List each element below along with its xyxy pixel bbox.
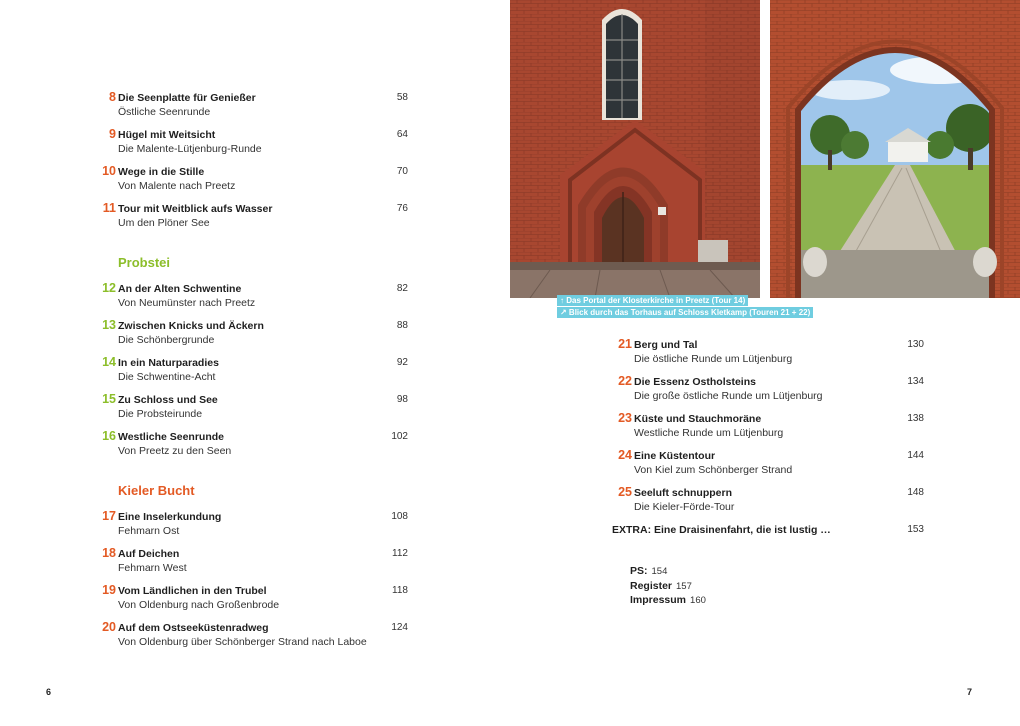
toc-extra-entry[interactable]	[610, 522, 930, 562]
toc-entry-title: Vom Ländlichen in den Trubel	[118, 585, 267, 597]
toc-entry-page: 102	[391, 431, 408, 442]
toc-entry-subtitle: Von Oldenburg nach Großenbrode	[118, 599, 280, 611]
toc-entry-page: 92	[396, 357, 408, 368]
toc-entry-title: In ein Naturparadies	[118, 357, 219, 369]
toc-entry[interactable]	[610, 374, 930, 411]
toc-entry-page: 138	[907, 413, 924, 424]
toc-entry-title: EXTRA: Eine Draisinenfahrt, die ist lustig …	[612, 524, 831, 536]
toc-entry[interactable]	[94, 429, 414, 466]
toc-entry-title: Hügel mit Weitsicht	[118, 129, 216, 141]
toc-entry-title: Zu Schloss und See	[118, 394, 218, 406]
toc-entry[interactable]	[94, 392, 414, 429]
toc-entry[interactable]	[94, 355, 414, 392]
toc-entry-number: 17	[102, 509, 116, 523]
toc-entry-number: 12	[102, 281, 116, 295]
toc-entry-number: 16	[102, 429, 116, 443]
toc-entry-number: 21	[618, 337, 632, 351]
appendix-list	[630, 565, 706, 609]
toc-entry-title: An der Alten Schwentine	[118, 283, 242, 295]
toc-entry-page: 130	[907, 339, 924, 350]
toc-entry[interactable]	[94, 127, 414, 164]
caption-gatehouse: ↗ Blick durch das Torhaus auf Schloss Kletkamp (Touren 21 + 22)	[557, 307, 813, 318]
toc-entry-number: 13	[102, 318, 116, 332]
toc-entry[interactable]	[610, 337, 930, 374]
toc-entry-number: 11	[102, 201, 116, 215]
toc-entry-page: 134	[907, 376, 924, 387]
toc-entry-page: 70	[396, 166, 408, 177]
toc-entry-title: Eine Küstentour	[634, 450, 716, 462]
section-heading-probstei: Probstei	[118, 255, 171, 270]
toc-entry-page: 144	[907, 450, 924, 461]
toc-group-lütjenburg	[610, 337, 930, 522]
toc-entry-subtitle: Die Schönbergrunde	[118, 334, 215, 346]
toc-entry-subtitle: Östliche Seenrunde	[118, 106, 211, 118]
toc-entry-subtitle: Von Kiel zum Schönberger Strand	[634, 464, 793, 476]
toc-entry-page: 148	[907, 487, 924, 498]
toc-entry-number: 24	[618, 448, 632, 462]
toc-entry-subtitle: Die Probsteirunde	[118, 408, 203, 420]
toc-entry[interactable]	[94, 318, 414, 355]
toc-entry[interactable]	[94, 509, 414, 546]
caption-church-portal: ↑ Das Portal der Klosterkirche in Preetz (Tour 14)	[557, 295, 748, 306]
page-number-left: 6	[46, 687, 52, 697]
toc-entry-title: Die Essenz Ostholsteins	[634, 376, 756, 388]
toc-entry-title: Westliche Seenrunde	[118, 431, 225, 443]
toc-entry-number: 18	[102, 546, 116, 560]
toc-entry-subtitle: Von Preetz zu den Seen	[118, 445, 232, 457]
toc-entry-subtitle: Die östliche Runde um Lütjenburg	[634, 353, 793, 365]
toc-entry-title: Auf Deichen	[118, 548, 180, 560]
section-heading-kieler-bucht: Kieler Bucht	[118, 483, 195, 498]
toc-entry[interactable]	[94, 90, 414, 127]
appendix-register[interactable]: Register 157	[630, 579, 692, 592]
toc-entry-page: 153	[907, 524, 924, 535]
toc-entry-subtitle: Um den Plöner See	[118, 217, 210, 229]
toc-entry-title: Zwischen Knicks und Äckern	[118, 320, 264, 332]
toc-entry-title: Auf dem Ostseeküstenradweg	[118, 622, 269, 634]
toc-entry[interactable]	[94, 583, 414, 620]
toc-entry-title: Seeluft schnuppern	[634, 487, 733, 499]
toc-entry-title: Tour mit Weitblick aufs Wasser	[118, 203, 273, 215]
toc-entry-page: 82	[396, 283, 408, 294]
toc-entry[interactable]	[94, 546, 414, 583]
toc-entry[interactable]	[610, 448, 930, 485]
toc-entry-page: 112	[392, 548, 408, 559]
toc-entry-page: 58	[396, 92, 408, 103]
toc-group-kieler-bucht	[94, 509, 414, 657]
toc-entry[interactable]	[94, 620, 414, 657]
appendix-impressum[interactable]: Impressum 160	[630, 594, 706, 606]
toc-group-probstei	[94, 281, 414, 466]
page-number-right: 7	[967, 687, 973, 697]
toc-entry[interactable]	[610, 411, 930, 448]
toc-entry-number: 10	[102, 164, 116, 178]
toc-entry-title: Wege in die Stille	[118, 166, 205, 178]
toc-entry-number: 23	[618, 411, 632, 425]
toc-entry[interactable]	[94, 164, 414, 201]
toc-entry-title: Berg und Tal	[634, 339, 698, 351]
toc-entry-number: 25	[618, 485, 632, 499]
toc-right	[610, 337, 930, 562]
toc-entry-page: 64	[396, 129, 408, 140]
toc-entry-number: 20	[102, 620, 116, 634]
toc-entry-subtitle: Von Oldenburg über Schönberger Strand nach Laboe	[118, 636, 367, 648]
toc-entry-subtitle: Die Malente-Lütjenburg-Runde	[118, 143, 262, 155]
toc-entry-number: 15	[102, 392, 116, 406]
toc-entry-page: 88	[396, 320, 408, 331]
toc-entry-number: 22	[618, 374, 632, 388]
appendix-ps[interactable]: PS: 154	[630, 565, 668, 577]
toc-entry-number: 8	[109, 90, 116, 104]
toc-entry-subtitle: Von Neumünster nach Preetz	[118, 297, 256, 309]
photo-gatehouse-view	[770, 0, 1020, 298]
toc-entry-page: 118	[392, 585, 408, 596]
toc-entry[interactable]	[94, 281, 414, 318]
toc-entry[interactable]	[610, 485, 930, 522]
toc-entry-page: 124	[391, 622, 408, 633]
toc-entry-subtitle: Die große östliche Runde um Lütjenburg	[634, 390, 823, 402]
toc-entry-subtitle: Fehmarn West	[118, 562, 187, 574]
toc-entry-page: 108	[391, 511, 408, 522]
toc-entry-title: Eine Inselerkundung	[118, 511, 222, 523]
toc-group-seen	[94, 90, 414, 238]
toc-entry-subtitle: Die Schwentine-Acht	[118, 371, 216, 383]
toc-entry-subtitle: Die Kieler-Förde-Tour	[634, 501, 735, 513]
photo-church-portal	[510, 0, 760, 298]
toc-entry-title: Die Seenplatte für Genießer	[118, 92, 256, 104]
toc-entry-subtitle: Westliche Runde um Lütjenburg	[634, 427, 784, 439]
toc-entry-subtitle: Fehmarn Ost	[118, 525, 180, 537]
toc-entry-number: 9	[109, 127, 116, 141]
toc-entry-number: 14	[102, 355, 116, 369]
toc-entry-subtitle: Von Malente nach Preetz	[118, 180, 236, 192]
toc-entry[interactable]	[94, 201, 414, 238]
toc-entry-page: 76	[396, 203, 408, 214]
toc-entry-title: Küste und Stauchmoräne	[634, 413, 762, 425]
toc-entry-page: 98	[396, 394, 408, 405]
toc-entry-number: 19	[102, 583, 116, 597]
toc-left	[94, 90, 414, 657]
